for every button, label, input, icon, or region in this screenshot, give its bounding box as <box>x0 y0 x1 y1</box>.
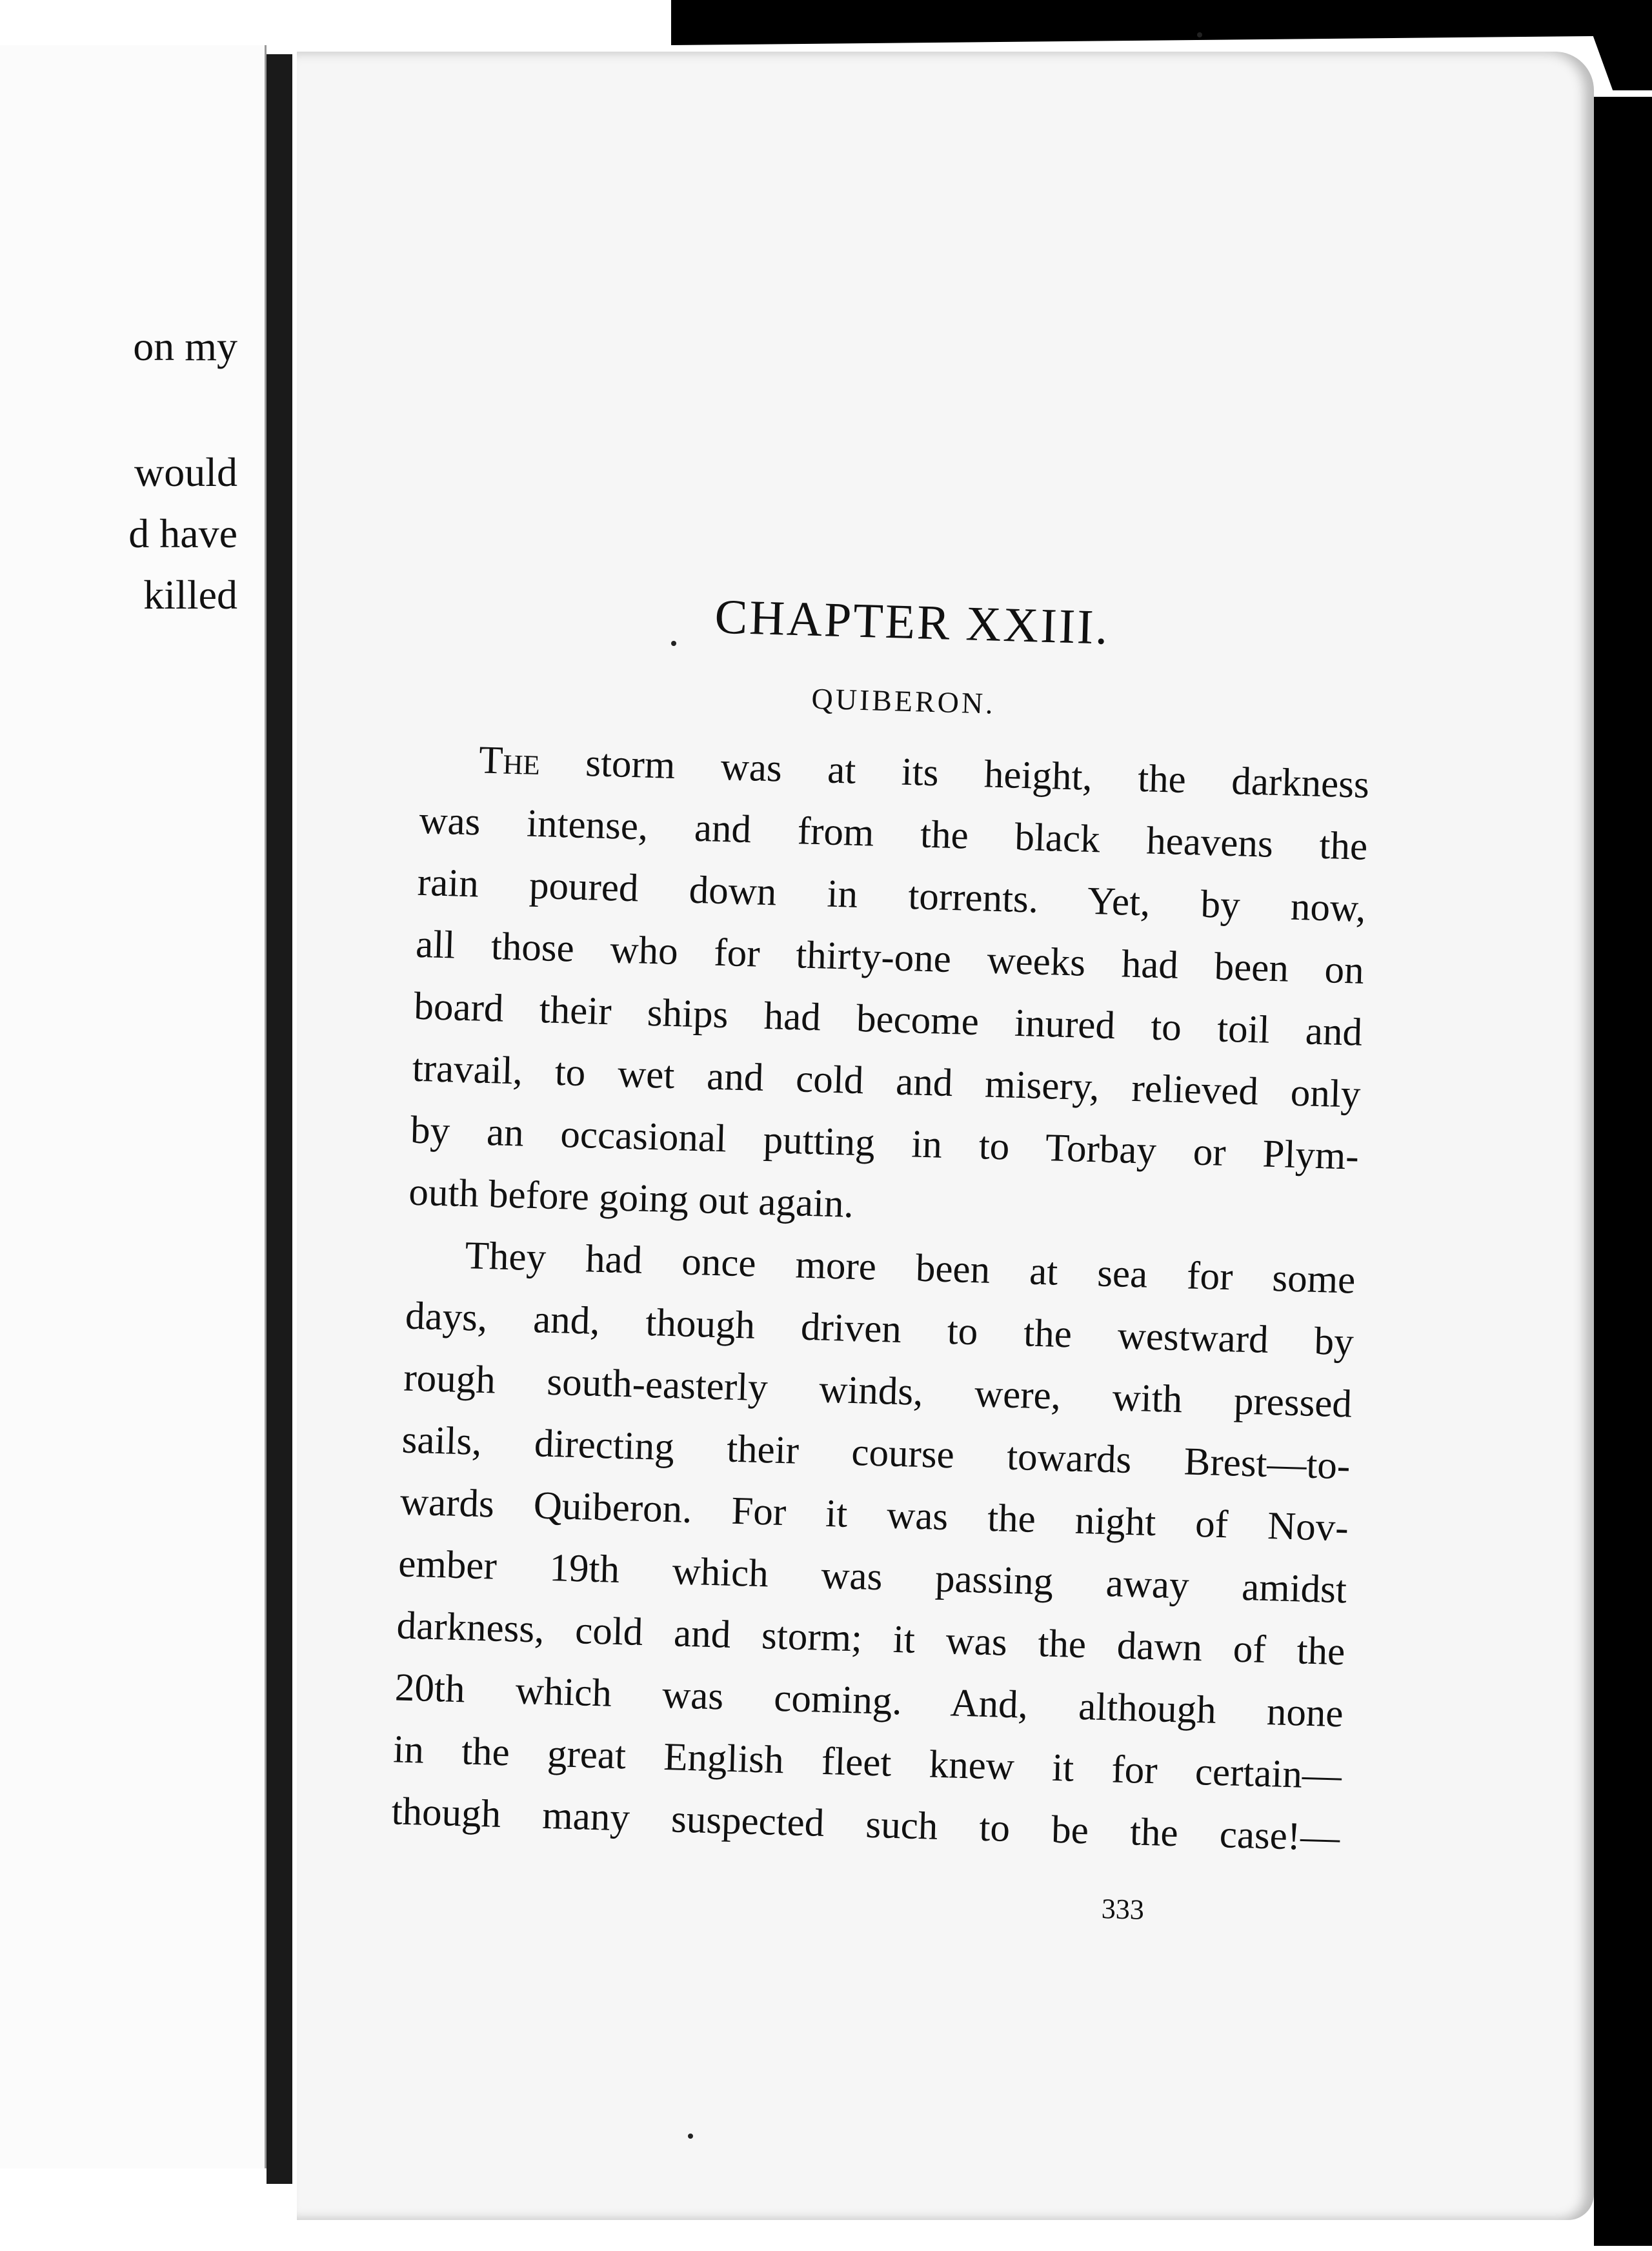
text-line: rain poured down in torrents. Yet, by now, <box>417 860 1367 931</box>
scan-speck <box>1197 32 1202 37</box>
left-page-fragment: d have <box>128 510 237 556</box>
scan-speck <box>688 2134 693 2139</box>
text-line: They had once more been at sea for some <box>464 1234 1356 1302</box>
page-text-block <box>389 581 1375 1932</box>
paragraph-1 <box>408 728 1370 1250</box>
book-gutter <box>267 54 292 2184</box>
chapter-subtitle: QUIBERON. <box>811 681 996 720</box>
left-page-fragment: on my <box>133 323 237 369</box>
paragraph-2 <box>390 1224 1356 1870</box>
text-line: days, and, though driven to the westward by <box>405 1294 1355 1364</box>
text-line: by an occasional putting in to Torbay or Plym- <box>410 1108 1360 1178</box>
scan-border-right <box>1594 97 1652 2246</box>
text-line: was intense, and from the black heavens the <box>418 798 1368 869</box>
text-line: board their ships had become inured to toil and <box>413 984 1363 1055</box>
page-number: 333 <box>1101 1893 1145 1926</box>
text-line: travail, to wet and cold and misery, relieved only <box>411 1046 1362 1116</box>
text-line: outh before going out again. <box>408 1170 854 1226</box>
text-line: 20th which was coming. And, although none <box>394 1666 1344 1736</box>
left-page-fragment: killed <box>143 572 237 618</box>
text-line: all those who for thirty-one weeks had been on <box>415 922 1365 993</box>
chapter-title: CHAPTER XXIII. <box>714 589 1111 655</box>
text-line: wards Quiberon. For it was the night of Nov- <box>399 1480 1349 1550</box>
text-line: sails, directing their course towards Brest—to- <box>401 1418 1351 1488</box>
left-facing-page <box>0 45 267 2168</box>
text-line: The storm was at its height, the darkness <box>478 738 1370 807</box>
left-page-fragment: would <box>134 449 237 495</box>
text-line: rough south-easterly winds, were, with pressed <box>403 1356 1353 1426</box>
text-line: ember 19th which was passing away amidst <box>398 1542 1347 1612</box>
scan-speck <box>671 641 676 646</box>
text-line: in the great English fleet knew it for certain— <box>392 1728 1342 1798</box>
small-caps-opening: The <box>478 738 541 784</box>
text-line: darkness, cold and storm; it was the dawn of the <box>396 1604 1346 1674</box>
text-line: though many suspected such to be the case!— <box>390 1790 1341 1860</box>
